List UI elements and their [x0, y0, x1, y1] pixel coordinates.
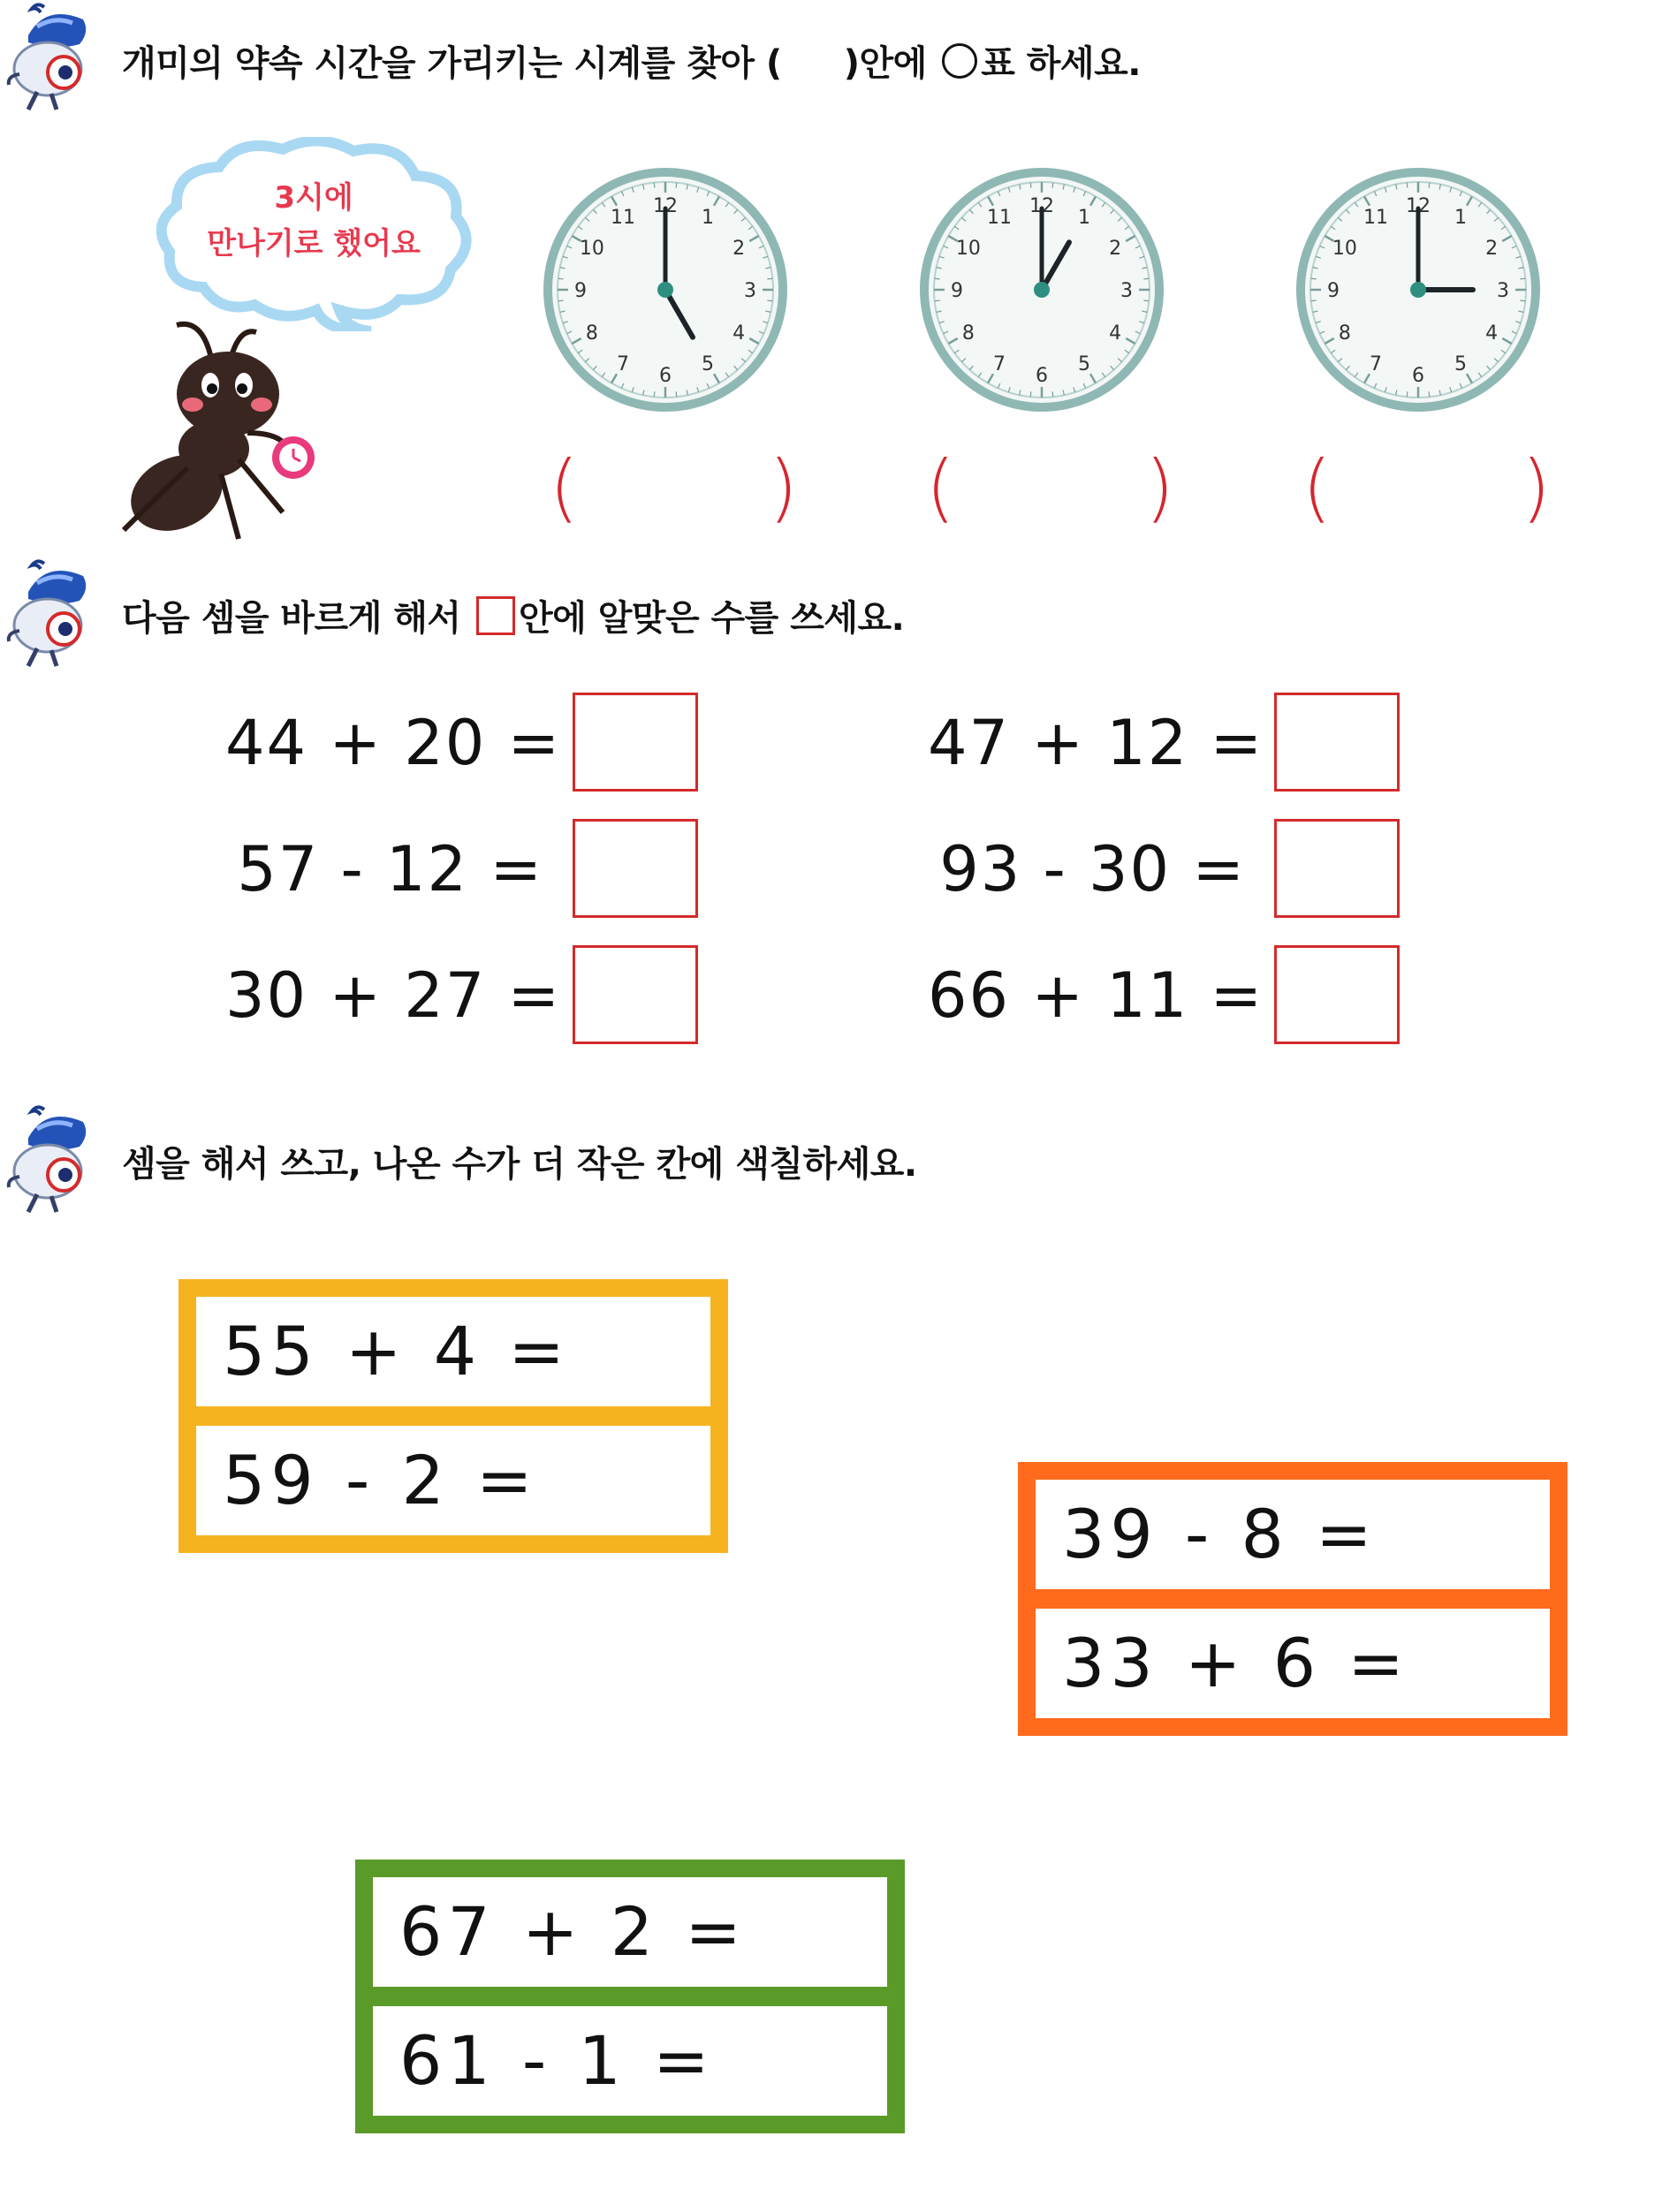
clock-tick — [1407, 391, 1408, 397]
clock-number: 10 — [579, 238, 604, 260]
section3-instruction: 셈을 해서 쓰고, 나온 수가 더 작은 칸에 색칠하세요. — [122, 1144, 917, 1185]
compare-card — [1018, 1462, 1568, 1736]
paren-open: ( — [1302, 444, 1332, 531]
equation: 44 + 20 = — [225, 707, 562, 779]
clock-number: 9 — [574, 280, 587, 302]
speech-text — [181, 175, 446, 267]
clock-number: 4 — [733, 322, 746, 345]
clock-tick — [558, 300, 564, 301]
clock-tick — [767, 300, 772, 301]
clock-tick — [1520, 300, 1525, 301]
answer-box[interactable] — [573, 819, 698, 918]
card-row[interactable]: 33 + 6 = — [1036, 1609, 1550, 1718]
clock-tick — [676, 391, 677, 397]
clock-tick — [935, 278, 940, 279]
clock-number: 3 — [1120, 280, 1133, 302]
clock-number: 9 — [951, 280, 963, 302]
card-row[interactable]: 61 - 1 = — [373, 2006, 887, 2116]
clock-tick — [654, 183, 655, 188]
answer-box-icon — [476, 596, 515, 635]
paren-close: ) — [1145, 444, 1174, 531]
paren-close: ) — [769, 444, 798, 531]
clock-number: 1 — [702, 206, 714, 229]
speech-line: 만나기로 했어요 — [207, 226, 421, 261]
equation: 66 + 11 = — [928, 959, 1264, 1032]
clock-number: 12 — [653, 195, 678, 217]
clock-number: 11 — [611, 206, 635, 229]
equation: 93 - 30 = — [939, 833, 1246, 905]
clock-center — [1034, 282, 1050, 298]
clock-number: 8 — [961, 322, 975, 345]
answer-blank[interactable] — [960, 455, 1136, 530]
mascot-icon — [2, 0, 117, 115]
instruction-text: 개미의 약속 시간을 가리키는 시계를 찾아 ( — [122, 43, 782, 84]
section1-instruction — [122, 35, 1141, 86]
clock-tick — [935, 300, 940, 301]
clock-number: 12 — [1406, 195, 1431, 217]
card-row[interactable]: 59 - 2 = — [196, 1426, 710, 1535]
paren-open: ( — [550, 444, 579, 531]
compare-card — [355, 1860, 905, 2133]
clock-number: 5 — [702, 353, 714, 376]
compare-card — [178, 1279, 728, 1553]
clock-number: 5 — [1078, 353, 1090, 376]
clock-tick — [654, 391, 655, 397]
clock-number: 7 — [617, 353, 629, 376]
instruction-text: )안에 — [843, 43, 927, 84]
card-row[interactable]: 39 - 8 = — [1036, 1480, 1550, 1589]
clock-number: 10 — [1332, 238, 1357, 260]
clock-number: 1 — [1454, 206, 1467, 229]
clock-number: 7 — [1370, 353, 1382, 376]
clock-tick — [1311, 278, 1317, 279]
answer-box[interactable] — [1274, 693, 1400, 792]
clock-center — [1410, 282, 1426, 298]
clock-one[interactable] — [915, 163, 1168, 416]
clock-number: 3 — [1497, 280, 1509, 302]
equation: 30 + 27 = — [225, 959, 562, 1032]
clock-number: 2 — [733, 238, 746, 260]
clock-tick — [1429, 391, 1430, 397]
equation: 57 - 12 = — [237, 833, 543, 905]
clock-number: 11 — [1363, 206, 1388, 229]
clock-number: 4 — [1485, 322, 1499, 345]
clock-tick — [1030, 391, 1031, 397]
instruction-text: 다음 셈을 바르게 해서 — [122, 598, 461, 639]
clock-number: 3 — [744, 280, 756, 302]
clock-tick — [1520, 278, 1525, 279]
ant-illustration — [106, 300, 336, 548]
clock-number: 8 — [1338, 322, 1351, 345]
instruction-text: 표 하세요. — [981, 43, 1141, 84]
answer-box[interactable] — [573, 693, 698, 792]
card-row[interactable]: 55 + 4 = — [196, 1297, 710, 1406]
mascot-icon — [2, 557, 117, 671]
clock-tick — [1311, 300, 1317, 301]
paren-close: ) — [1522, 444, 1551, 531]
clock-number: 4 — [1109, 322, 1122, 345]
answer-blank[interactable] — [1336, 455, 1513, 530]
answer-box[interactable] — [573, 945, 698, 1044]
speech-line: 3시에 — [274, 180, 353, 216]
clock-number: 2 — [1109, 238, 1122, 260]
clock-number: 9 — [1327, 280, 1340, 302]
card-row[interactable]: 67 + 2 = — [373, 1877, 887, 1987]
clock-tick — [1030, 183, 1031, 188]
answer-box[interactable] — [1274, 945, 1400, 1044]
clock-five[interactable] — [539, 163, 792, 416]
clock-tick — [1143, 300, 1149, 301]
clock-tick — [1052, 391, 1053, 397]
paren-open: ( — [926, 444, 955, 531]
clock-tick — [676, 183, 677, 188]
clock-number: 8 — [585, 322, 598, 345]
clock-number: 11 — [987, 206, 1012, 229]
answer-box[interactable] — [1274, 819, 1400, 918]
clock-tick — [1143, 278, 1149, 279]
mascot-icon — [2, 1102, 117, 1217]
clock-number: 6 — [1036, 365, 1048, 387]
clock-number: 12 — [1029, 195, 1054, 217]
clock-number: 6 — [1412, 365, 1424, 387]
circle-mark-icon — [942, 43, 977, 79]
equation: 47 + 12 = — [928, 707, 1264, 779]
clock-tick — [1429, 183, 1430, 188]
clock-three[interactable] — [1292, 163, 1545, 416]
clock-number: 2 — [1485, 238, 1499, 260]
answer-blank[interactable] — [583, 455, 760, 530]
clock-tick — [1052, 183, 1053, 188]
clock-number: 5 — [1454, 353, 1467, 376]
clock-center — [657, 282, 673, 298]
clock-number: 7 — [993, 353, 1006, 376]
clock-tick — [767, 278, 772, 279]
clock-tick — [1407, 183, 1408, 188]
clock-number: 1 — [1078, 206, 1090, 229]
clock-tick — [558, 278, 564, 279]
instruction-text: 안에 알맞은 수를 쓰세요. — [518, 598, 905, 639]
section2-instruction — [122, 590, 904, 640]
clock-number: 10 — [955, 238, 981, 260]
clock-number: 6 — [659, 365, 672, 387]
